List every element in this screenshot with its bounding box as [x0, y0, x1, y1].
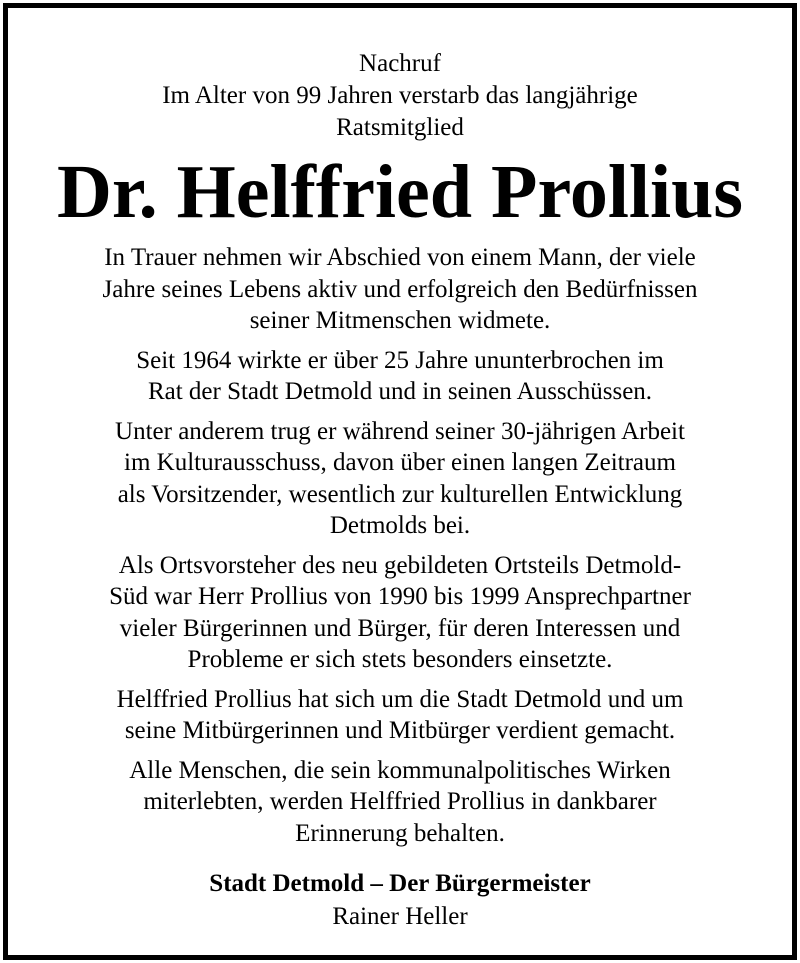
paragraph-farewell	[18, 242, 782, 337]
paragraph-line: Alle Menschen, die sein kommunalpolitisches Wirken	[129, 756, 671, 784]
intro-text	[18, 80, 782, 144]
paragraph-line: Süd war Herr Prollius von 1990 bis 1999 Ansprechpartner	[109, 583, 691, 610]
paragraph-line: Probleme er sich stets besonders einsetzte.	[187, 646, 613, 673]
paragraph-line: vieler Bürgerinnen und Bürger, für deren Interessen und	[119, 614, 681, 642]
paragraph-line: im Kulturausschuss, davon über einen langen Zeitraum	[124, 449, 676, 476]
obituary-content	[18, 8, 782, 955]
paragraph-line: In Trauer nehmen wir Abschied von einem Mann, der viele	[104, 244, 696, 271]
paragraph-line: als Vorsitzender, wesentlich zur kulturellen Entwicklung	[117, 480, 683, 508]
notice-heading: Nachruf	[359, 50, 441, 77]
paragraph-line: Unter anderem trug er während seiner 30-jährigen Arbeit	[115, 417, 685, 445]
paragraph-district	[18, 550, 782, 676]
signer-name: Rainer Heller	[332, 903, 468, 930]
signature-title: Stadt Detmold – Der Bürgermeister	[209, 870, 591, 897]
paragraph-line: Detmolds bei.	[329, 512, 471, 539]
deceased-name: Dr. Helffried Prollius	[56, 150, 744, 234]
paragraph-line: Jahre seines Lebens aktiv und erfolgreich den Bedürfnissen	[102, 275, 698, 303]
paragraph-line: miterlebten, werden Helffried Prollius in dankbarer	[143, 788, 657, 815]
paragraph-line: seiner Mitmenschen widmete.	[249, 307, 551, 334]
paragraph-line: seine Mitbürgerinnen und Mitbürger verdient gemacht.	[124, 717, 676, 744]
intro-line: Ratsmitglied	[336, 114, 464, 141]
paragraph-line: Helffried Prollius hat sich um die Stadt Detmold und um	[116, 685, 684, 713]
paragraph-merit	[18, 684, 782, 747]
paragraph-culture	[18, 416, 782, 542]
paragraph-remembrance	[18, 755, 782, 850]
obituary-frame	[3, 3, 797, 960]
paragraph-line: Rat der Stadt Detmold und in seinen Ausschüssen.	[147, 378, 653, 405]
paragraph-council	[18, 345, 782, 408]
paragraph-line: Seit 1964 wirkte er über 25 Jahre ununterbrochen im	[136, 346, 664, 374]
intro-line: Im Alter von 99 Jahren verstarb das langjährige	[162, 82, 638, 109]
paragraph-line: Erinnerung behalten.	[295, 819, 505, 847]
paragraph-line: Als Ortsvorsteher des neu gebildeten Ortsteils Detmold-	[118, 551, 682, 579]
